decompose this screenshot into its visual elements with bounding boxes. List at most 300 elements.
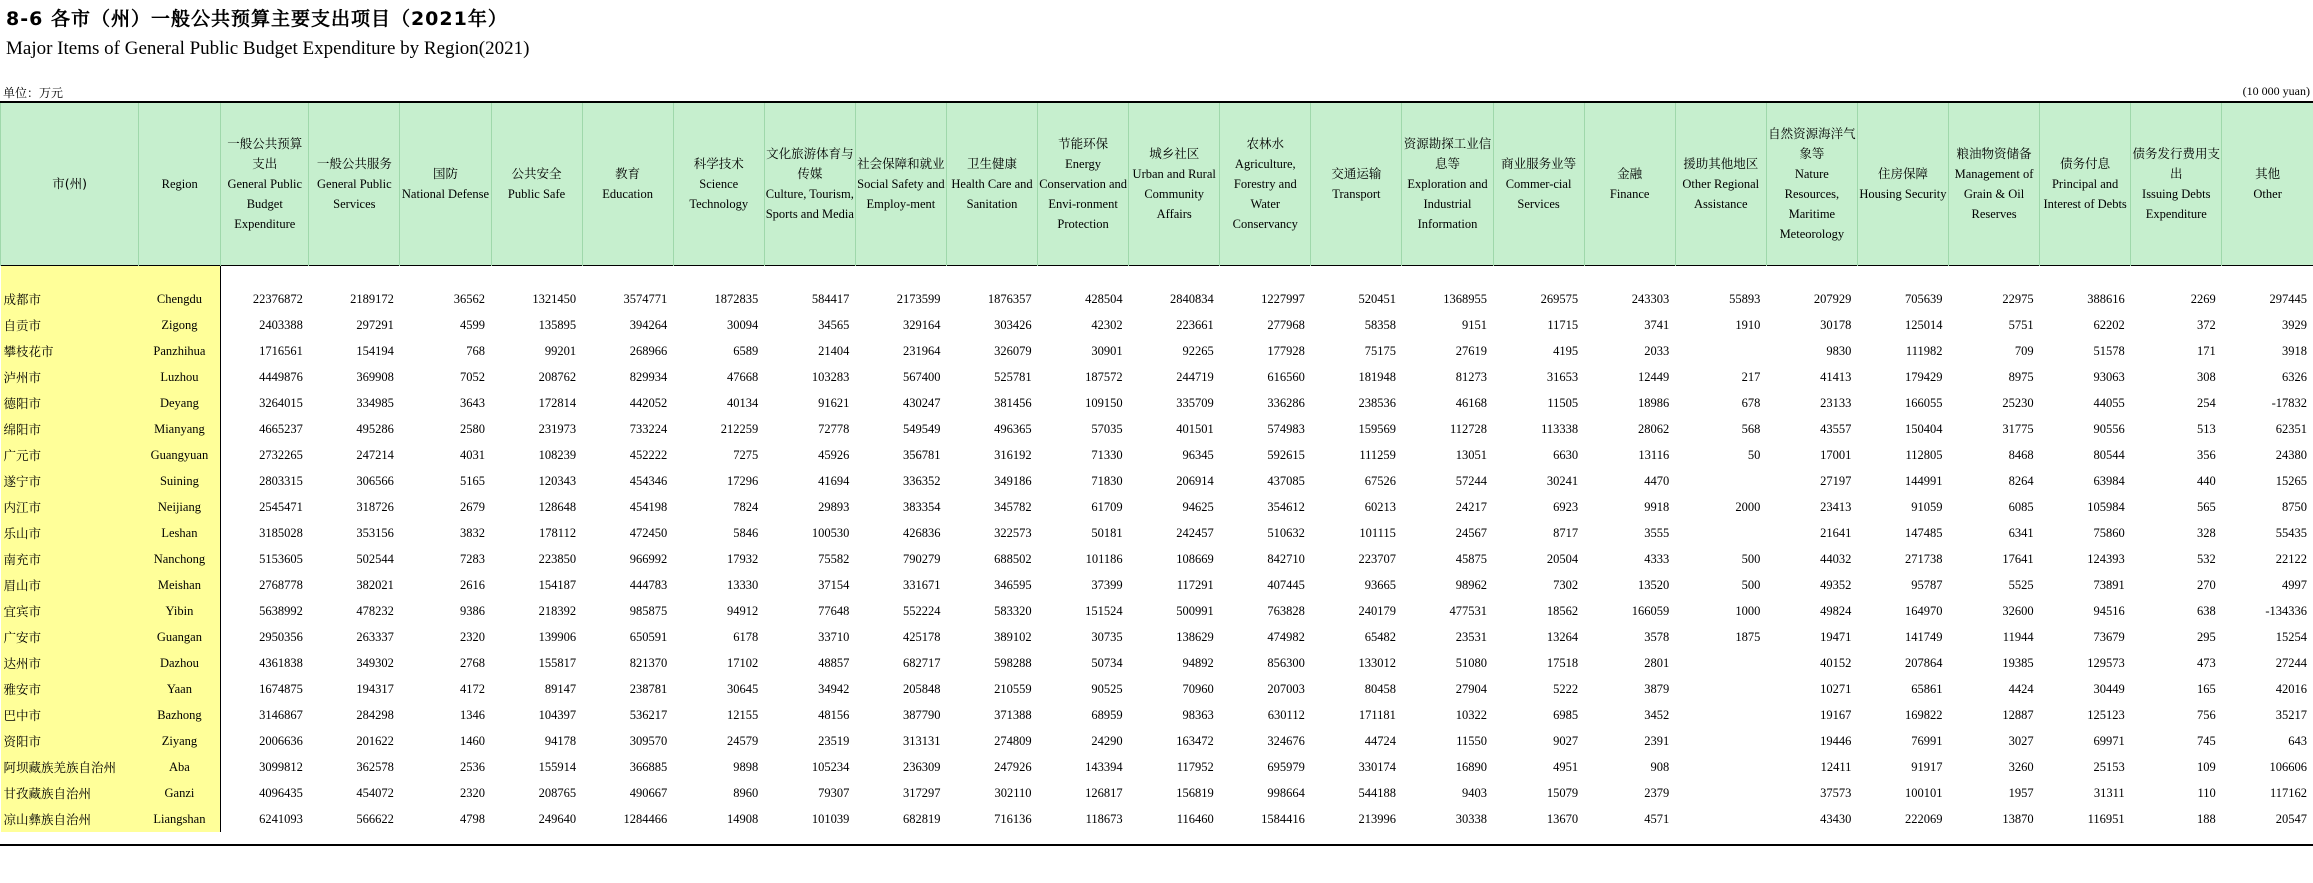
cell-value: 19167 [1820, 707, 1852, 722]
cell-region-name: Suining [139, 468, 221, 494]
table-body [1, 266, 2313, 833]
cell-value: 95787 [1911, 577, 1943, 592]
cell-value: 68959 [1091, 707, 1123, 722]
cell-value: 31653 [1546, 369, 1579, 384]
cell-value: 2679 [460, 499, 485, 514]
cell-value: 2580 [460, 421, 485, 436]
cell-value: 113338 [1541, 421, 1579, 436]
cell-value: 58358 [1364, 317, 1396, 332]
cell-value: 334985 [356, 395, 394, 410]
cell-value: 4333 [1644, 551, 1670, 566]
cell-value: 544188 [1358, 785, 1396, 800]
cell-value: 93063 [2093, 369, 2125, 384]
cell-value: 383354 [902, 499, 941, 514]
cell-value [1675, 468, 1766, 494]
cell-value: 238536 [1358, 395, 1396, 410]
cell-value: 13670 [1546, 811, 1579, 826]
table-row [1, 442, 2313, 468]
cell-region-name: Ziyang [139, 728, 221, 754]
cell-value: 349302 [356, 655, 394, 670]
cell-value: 75582 [818, 551, 850, 566]
cell-value: 22975 [2002, 291, 2034, 306]
cell-value: 382021 [356, 577, 394, 592]
cell-value: 207864 [1905, 655, 1943, 670]
cell-value: 212259 [720, 421, 759, 436]
cell-value: 549549 [902, 421, 941, 436]
cell-value: 217 [1741, 369, 1761, 384]
cell-value: 6085 [2008, 499, 2034, 514]
cell-value: 745 [2197, 733, 2216, 748]
cell-value: 2320 [460, 785, 485, 800]
cell-value: 8750 [2282, 499, 2307, 514]
cell-region-name: Yibin [139, 598, 221, 624]
cell-value: 41413 [1820, 369, 1852, 384]
cell-value: 821370 [629, 655, 668, 670]
cell-value: 96345 [1182, 447, 1214, 462]
cell-value: 163472 [1176, 733, 1214, 748]
cell-value: 208762 [538, 369, 577, 384]
cell-value: 4665237 [259, 421, 303, 436]
cell-value: 263337 [356, 629, 394, 644]
cell-value: 705639 [1905, 291, 1943, 306]
cell-value: 454198 [629, 499, 668, 514]
col-header-nature-resources: 自然资源海洋气象等 Nature Resources, Maritime Meteorology [1766, 102, 1857, 266]
cell-value: 177928 [1267, 343, 1305, 358]
cell-value: 349186 [994, 473, 1032, 488]
col-header-total: 一般公共预算支出 General Public Budget Expenditure [221, 102, 309, 266]
cell-city-name: 德阳市 [1, 390, 139, 416]
cell-value: 407445 [1267, 577, 1305, 592]
col-header-commercial: 商业服务业等 Commer-cial Services [1493, 102, 1584, 266]
cell-value: 17296 [727, 473, 759, 488]
cell-value: 240179 [1358, 603, 1396, 618]
cell-value: 207929 [1813, 291, 1852, 306]
cell-value: 139906 [538, 629, 577, 644]
cell-value: 1910 [1735, 317, 1761, 332]
cell-value: 108669 [1176, 551, 1214, 566]
cell-value: 472450 [629, 525, 668, 540]
cell-value: 829934 [629, 369, 668, 384]
table-row [1, 338, 2313, 364]
cell-value: 9918 [1644, 499, 1670, 514]
cell-value: 73679 [2093, 629, 2125, 644]
expenditure-table [0, 101, 2313, 832]
cell-value: 9830 [1826, 343, 1852, 358]
cell-value: 3929 [2282, 317, 2307, 332]
cell-value: 117952 [1176, 759, 1214, 774]
cell-value: 231964 [902, 343, 941, 358]
cell-value: 20504 [1546, 551, 1579, 566]
cell-value: 181948 [1358, 369, 1396, 384]
cell-value: 763828 [1267, 603, 1305, 618]
cell-value: 8264 [2008, 473, 2034, 488]
cell-region-name: Dazhou [139, 650, 221, 676]
cell-value: 454346 [629, 473, 668, 488]
cell-value: 454072 [356, 785, 394, 800]
cell-value: 207003 [1267, 681, 1305, 696]
cell-value: 75860 [2093, 525, 2125, 540]
cell-value: 67526 [1364, 473, 1396, 488]
cell-value: 98363 [1182, 707, 1214, 722]
cell-value: 30449 [2093, 681, 2125, 696]
cell-value: 709 [2014, 343, 2034, 358]
cell-value: 17102 [727, 655, 759, 670]
col-header-debt-interest: 债务付息 Principal and Interest of Debts [2040, 102, 2131, 266]
cell-value: 25153 [2093, 759, 2125, 774]
cell-value: 125014 [1905, 317, 1943, 332]
table-title-cn: 8-6 各市（州）一般公共预算主要支出项目（2021年） [6, 8, 508, 30]
cell-value: 99201 [544, 343, 577, 358]
cell-value: 100101 [1905, 785, 1943, 800]
cell-region-name: Ganzi [139, 780, 221, 806]
cell-value: 90525 [1091, 681, 1123, 696]
cell-value: 346595 [994, 577, 1032, 592]
cell-city-name: 绵阳市 [1, 416, 139, 442]
cell-value: 94912 [727, 603, 759, 618]
unit-label-cn: 单位：万元 [3, 86, 64, 100]
cell-city-name: 阿坝藏族羌族自治州 [1, 754, 139, 780]
cell-city-name: 攀枝花市 [1, 338, 139, 364]
cell-value: 520451 [1358, 291, 1396, 306]
cell-value: 1460 [460, 733, 485, 748]
cell-value: 15265 [2275, 473, 2307, 488]
cell-value: 116951 [2087, 811, 2125, 826]
cell-value: 109150 [1085, 395, 1123, 410]
cell-value: 109 [2197, 759, 2216, 774]
col-header-defense: 国防 National Defense [400, 102, 491, 266]
cell-value: 4031 [460, 447, 485, 462]
cell-value: 274809 [994, 733, 1032, 748]
cell-value: 1875 [1735, 629, 1761, 644]
cell-value: 60213 [1364, 499, 1396, 514]
cell-value: 532 [2197, 551, 2216, 566]
cell-value: 40152 [1820, 655, 1852, 670]
cell-value: 24290 [1091, 733, 1123, 748]
table-row [1, 494, 2313, 520]
cell-value: 3643 [460, 395, 485, 410]
cell-value: 908 [1650, 759, 1670, 774]
cell-region-name: Leshan [139, 520, 221, 546]
cell-value: 1284466 [623, 811, 668, 826]
table-row [1, 676, 2313, 702]
cell-value: 13051 [1455, 447, 1488, 462]
table-row [1, 728, 2313, 754]
cell-value [1675, 702, 1766, 728]
cell-value: 478232 [356, 603, 394, 618]
cell-value: 101039 [811, 811, 850, 826]
cell-value: 10322 [1455, 707, 1488, 722]
cell-value: 3879 [1644, 681, 1670, 696]
cell-value: 309570 [629, 733, 668, 748]
cell-value: 401501 [1176, 421, 1214, 436]
cell-value: 12887 [2002, 707, 2034, 722]
cell-value: 324676 [1267, 733, 1305, 748]
cell-value: 313131 [902, 733, 941, 748]
cell-value: 6923 [1553, 499, 1579, 514]
cell-value: 25230 [2002, 395, 2034, 410]
cell-value: 166055 [1905, 395, 1943, 410]
table-row [1, 806, 2313, 832]
cell-value: 91917 [1911, 759, 1943, 774]
cell-value: 44724 [1364, 733, 1396, 748]
table-row [1, 266, 2313, 313]
cell-value: 284298 [356, 707, 394, 722]
cell-value: 8975 [2008, 369, 2034, 384]
cell-value: 247214 [356, 447, 394, 462]
cell-region-name: Liangshan [139, 806, 221, 832]
cell-value: 1321450 [532, 291, 577, 306]
cell-value: 568 [1741, 421, 1761, 436]
cell-value: 474982 [1267, 629, 1305, 644]
cell-value: 8960 [733, 785, 759, 800]
cell-value: -17832 [2271, 395, 2307, 410]
cell-value: 4571 [1644, 811, 1670, 826]
cell-value: 500 [1741, 551, 1761, 566]
cell-value: 9027 [1553, 733, 1579, 748]
cell-value: 2269 [2190, 291, 2216, 306]
cell-value: 3146867 [259, 707, 303, 722]
cell-value: 428504 [1085, 291, 1123, 306]
cell-value: 18562 [1546, 603, 1579, 618]
cell-value: 2000 [1735, 499, 1761, 514]
cell-value: 33710 [818, 629, 850, 644]
cell-city-name: 凉山彝族自治州 [1, 806, 139, 832]
cell-value: 35217 [2275, 707, 2307, 722]
cell-value [1675, 754, 1766, 780]
cell-value: 270 [2197, 577, 2216, 592]
cell-value: 244719 [1176, 369, 1214, 384]
cell-value: 57244 [1455, 473, 1488, 488]
cell-value: 5222 [1553, 681, 1579, 696]
cell-value: 19446 [1820, 733, 1852, 748]
cell-value: 303426 [994, 317, 1032, 332]
cell-region-name: Bazhong [139, 702, 221, 728]
cell-value: 42016 [2275, 681, 2307, 696]
cell-value: 30338 [1455, 811, 1488, 826]
cell-value: 326079 [994, 343, 1032, 358]
cell-value: 22376872 [252, 291, 303, 306]
cell-value: 71330 [1091, 447, 1123, 462]
cell-value: 5153605 [259, 551, 303, 566]
cell-value: 598288 [994, 655, 1032, 670]
col-header-other: 其他 Other [2222, 102, 2313, 266]
cell-value: 2545471 [259, 499, 303, 514]
cell-region-name: Guangan [139, 624, 221, 650]
cell-value: 536217 [629, 707, 668, 722]
cell-value: 44032 [1820, 551, 1852, 566]
cell-value: 2403388 [259, 317, 303, 332]
cell-value: 842710 [1267, 551, 1305, 566]
cell-city-name: 眉山市 [1, 572, 139, 598]
cell-value: 223661 [1176, 317, 1214, 332]
cell-value: 330174 [1358, 759, 1396, 774]
cell-value: 11505 [1547, 395, 1579, 410]
table-row [1, 546, 2313, 572]
cell-value: 51578 [2093, 343, 2125, 358]
data-table-container [0, 101, 2313, 832]
cell-value: 3574771 [623, 291, 668, 306]
cell-value: 105234 [811, 759, 850, 774]
cell-city-name: 南充市 [1, 546, 139, 572]
col-header-city: 市(州) [1, 102, 139, 266]
cell-value: 76991 [1911, 733, 1943, 748]
cell-value: 91621 [818, 395, 850, 410]
cell-value: 513 [2197, 421, 2216, 436]
cell-value: 2379 [1644, 785, 1670, 800]
cell-value: 4599 [460, 317, 485, 332]
cell-value: 6985 [1553, 707, 1579, 722]
cell-value: 7275 [733, 447, 759, 462]
cell-value: 2732265 [259, 447, 303, 462]
cell-value: 6178 [733, 629, 759, 644]
table-row [1, 312, 2313, 338]
cell-value: -134336 [2265, 603, 2307, 618]
cell-value: 210559 [994, 681, 1032, 696]
cell-value: 11715 [1547, 317, 1579, 332]
cell-value: 98962 [1455, 577, 1488, 592]
cell-value: 7302 [1553, 577, 1579, 592]
cell-value: 565 [2197, 499, 2216, 514]
cell-city-name: 巴中市 [1, 702, 139, 728]
cell-value: 43430 [1820, 811, 1852, 826]
cell-value: 269575 [1540, 291, 1579, 306]
cell-value: 51080 [1455, 655, 1488, 670]
cell-value: 27244 [2275, 655, 2307, 670]
cell-value: 5638992 [259, 603, 303, 618]
cell-value: 5846 [733, 525, 759, 540]
cell-value: 15079 [1546, 785, 1579, 800]
table-row [1, 624, 2313, 650]
cell-value: 733224 [629, 421, 668, 436]
unit-label-en: (10 000 yuan) [2242, 84, 2310, 98]
cell-value: 50 [1747, 447, 1761, 462]
cell-value: 5165 [460, 473, 485, 488]
cell-value: 218392 [538, 603, 577, 618]
cell-city-name: 宜宾市 [1, 598, 139, 624]
cell-value: 592615 [1267, 447, 1305, 462]
cell-value: 6341 [2008, 525, 2034, 540]
cell-value: 50734 [1091, 655, 1123, 670]
cell-value: 356 [2197, 447, 2216, 462]
cell-value: 21404 [818, 343, 850, 358]
cell-value: 12155 [727, 707, 759, 722]
cell-value: 2173599 [896, 291, 941, 306]
cell-value: 6630 [1553, 447, 1579, 462]
cell-value: 426836 [902, 525, 941, 540]
cell-value: 682819 [902, 811, 941, 826]
cell-value: 129573 [2087, 655, 2125, 670]
cell-value: 178112 [539, 525, 577, 540]
cell-value: 30901 [1091, 343, 1123, 358]
cell-value: 236309 [902, 759, 941, 774]
cell-value: 437085 [1267, 473, 1305, 488]
cell-value: 141749 [1905, 629, 1943, 644]
cell-value: 36562 [453, 291, 485, 306]
cell-value: 3741 [1644, 317, 1670, 332]
cell-value: 222069 [1905, 811, 1943, 826]
cell-value: 1346 [460, 707, 485, 722]
col-header-region: Region [139, 102, 221, 266]
cell-value: 45926 [818, 447, 850, 462]
cell-value: 31311 [2093, 785, 2125, 800]
cell-value: 62351 [2275, 421, 2307, 436]
cell-value: 79307 [818, 785, 850, 800]
cell-value: 2391 [1644, 733, 1670, 748]
cell-value: 43557 [1820, 421, 1852, 436]
cell-value: 2768778 [259, 577, 303, 592]
cell-value: 30178 [1820, 317, 1852, 332]
cell-value: 430247 [902, 395, 941, 410]
cell-city-name: 泸州市 [1, 364, 139, 390]
cell-city-name: 广元市 [1, 442, 139, 468]
cell-value: 17001 [1820, 447, 1852, 462]
cell-value: 4195 [1553, 343, 1579, 358]
cell-value: 2616 [460, 577, 485, 592]
col-header-culture: 文化旅游体育与传媒 Culture, Tourism, Sports and Media [764, 102, 855, 266]
cell-value: 362578 [356, 759, 394, 774]
cell-value: 37154 [818, 577, 850, 592]
cell-city-name: 资阳市 [1, 728, 139, 754]
cell-value: 297291 [356, 317, 394, 332]
cell-value: 171 [2197, 343, 2216, 358]
cell-value: 331671 [902, 577, 941, 592]
cell-city-name: 乐山市 [1, 520, 139, 546]
cell-value: 4997 [2282, 577, 2307, 592]
table-row [1, 650, 2313, 676]
cell-value: 135895 [538, 317, 577, 332]
cell-value: 172814 [538, 395, 577, 410]
cell-value: 17518 [1546, 655, 1579, 670]
cell-region-name: Zigong [139, 312, 221, 338]
cell-value: 24579 [727, 733, 759, 748]
cell-value: 1000 [1735, 603, 1761, 618]
table-header-row [1, 102, 2313, 266]
cell-value: 126817 [1085, 785, 1123, 800]
cell-value: 11944 [2002, 629, 2034, 644]
cell-value: 24217 [1455, 499, 1488, 514]
cell-value: 21641 [1820, 525, 1852, 540]
cell-value: 69971 [2093, 733, 2125, 748]
cell-value: 41694 [818, 473, 850, 488]
cell-city-name: 内江市 [1, 494, 139, 520]
cell-value: 4424 [2008, 681, 2034, 696]
cell-value: 169822 [1905, 707, 1943, 722]
cell-value: 297445 [2269, 291, 2307, 306]
cell-value: 369908 [356, 369, 394, 384]
cell-value: 108239 [538, 447, 577, 462]
cell-value: 5751 [2008, 317, 2034, 332]
cell-region-name: Meishan [139, 572, 221, 598]
cell-value: 583320 [994, 603, 1032, 618]
cell-value: 616560 [1267, 369, 1305, 384]
cell-value: 100530 [811, 525, 850, 540]
cell-value: 9403 [1462, 785, 1488, 800]
cell-value: 277968 [1267, 317, 1305, 332]
col-header-agriculture: 农林水 Agriculture, Forestry and Water Conservancy [1220, 102, 1311, 266]
cell-value: 22122 [2275, 551, 2307, 566]
cell-value: 1872835 [714, 291, 759, 306]
cell-value: 31775 [2002, 421, 2034, 436]
cell-value: 30241 [1546, 473, 1579, 488]
cell-value: 238781 [629, 681, 668, 696]
cell-value: 55435 [2275, 525, 2307, 540]
cell-value [1675, 676, 1766, 702]
cell-value: 94178 [544, 733, 577, 748]
cell-value: 23531 [1455, 629, 1488, 644]
cell-value: 716136 [994, 811, 1032, 826]
cell-value: 1716561 [259, 343, 303, 358]
cell-value [1675, 780, 1766, 806]
